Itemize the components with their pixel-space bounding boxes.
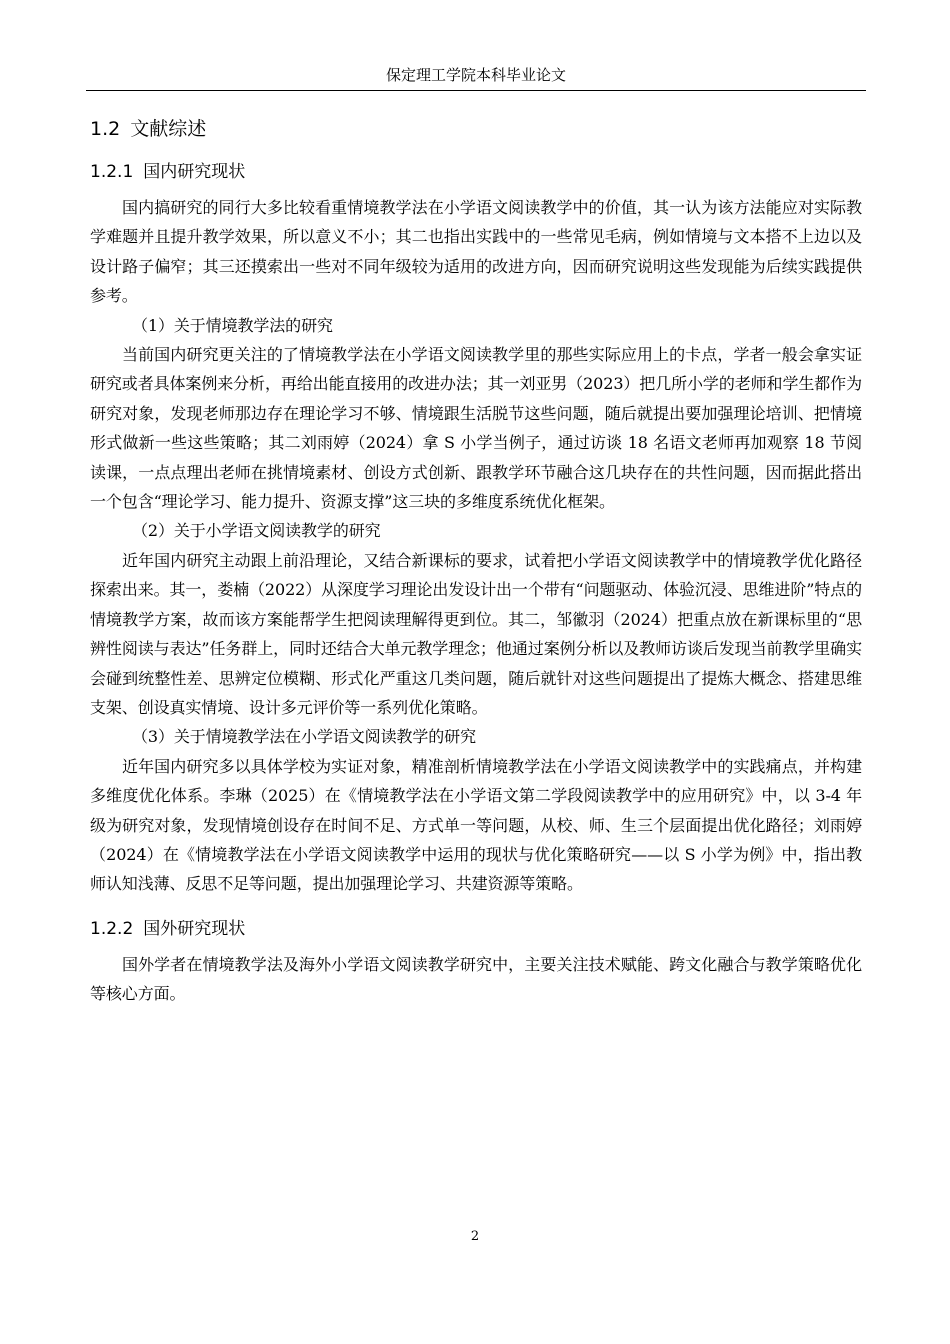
paragraph: 近年国内研究主动跟上前沿理论，又结合新课标的要求，试着把小学语文阅读教学中的情境教学优化路径探索出来。其一，娄楠（2022）从深度学习理论出发设计出一个带有“问题驱动、体验沉浸、思维进阶”特点的情境教学方案，故而该方案能帮学生把阅读理解得更到位。其二，邹徽羽（2024）把重点放在新课标里的“思辨性阅读与表达”任务群上，同时还结合大单元教学理念；他通过案例分析以及教师访谈后发现当前教学里确实会碰到统整性差、思辨定位模糊、形式化严重这几类问题，随后就针对这些问题提出了提炼大概念、搭建思维支架、创设真实情境、设计多元评价等一系列优化策略。 <box>90 550 862 717</box>
page-content <box>90 110 862 1009</box>
page-header: 保定理工学院本科毕业论文 <box>86 64 866 91</box>
paragraph: 当前国内研究更关注的了情境教学法在小学语文阅读教学里的那些实际应用上的卡点，学者一般会拿实证研究或者具体案例来分析，再给出能直接用的改进办法；其一刘亚男（2023）把几所小学的老师和学生都作为研究对象，发现老师那边存在理论学习不够、情境跟生活脱节这些问题，随后就提出要加强理论培训、把情境形式做新一些这些策略；其二刘雨婷（2024）拿 S 小学当例子，通过访谈 18 名语文老师再加观察 18 节阅读课，一点点理出老师在挑情境素材、创设方式创新、跟教学环节融合这几块存在的共性问题，因而据此搭出一个包含“理论学习、能力提升、资源支撑”这三块的多维度系统优化框架。 <box>90 345 862 512</box>
page-number: 2 <box>470 1229 480 1244</box>
section-heading <box>90 116 862 142</box>
section-number: 1.2 <box>90 118 121 140</box>
subsection-number: 1.2.2 <box>90 918 134 939</box>
list-heading: （1）关于情境教学法的研究 <box>132 315 333 335</box>
paragraph: 近年国内研究多以具体学校为实证对象，精准剖析情境教学法在小学语文阅读教学中的实践痛点，并构建多维度优化体系。李琳（2025）在《情境教学法在小学语文第二学段阅读教学中的应用研究》中，以 3-4 年级为研究对象，发现情境创设存在时间不足、方式单一等问题，从校、师、生三个层面提出优化路径；刘雨婷（2024）在《情境教学法在小学语文阅读教学中运用的现状与优化策略研究——以 S 小学为例》中，指出教师认知浅薄、反思不足等问题，提出加强理论学习、共建资源等策略。 <box>90 756 862 894</box>
subsection-number: 1.2.1 <box>90 162 134 182</box>
paragraph: 国外学者在情境教学法及海外小学语文阅读教学研究中，主要关注技术赋能、跨文化融合与教学策略优化等核心方面。 <box>90 954 862 1004</box>
subsection-heading-foreign <box>90 917 862 941</box>
section-title: 文献综述 <box>130 118 207 140</box>
subsection-heading-domestic <box>90 160 862 184</box>
list-heading: （3）关于情境教学法在小学语文阅读教学的研究 <box>132 727 476 747</box>
paragraph: 国内搞研究的同行大多比较看重情境教学法在小学语文阅读教学中的价值，其一认为该方法能应对实际教学难题并且提升教学效果，所以意义不小；其二也指出实践中的一些常见毛病，例如情境与文本搭不上边以及设计路子偏窄；其三还摸索出一些对不同年级较为适用的改进方向，因而研究说明这些发现能为后续实践提供参考。 <box>90 198 862 306</box>
list-heading: （2）关于小学语文阅读教学的研究 <box>132 521 381 541</box>
subsection-title: 国外研究现状 <box>143 918 246 939</box>
subsection-title: 国内研究现状 <box>143 162 246 182</box>
